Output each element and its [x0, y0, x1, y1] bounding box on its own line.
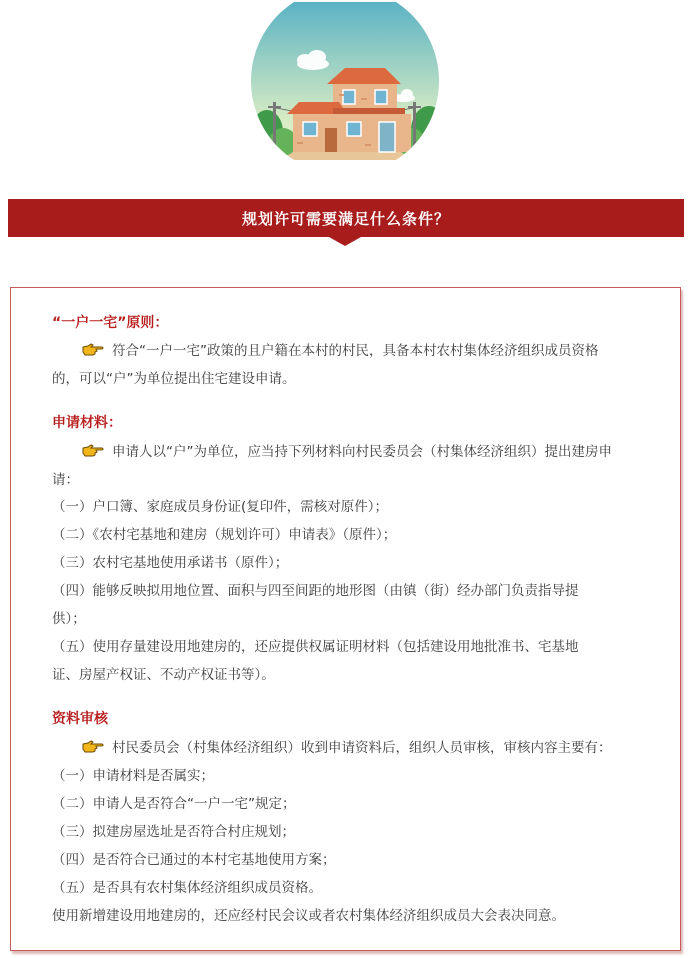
banner-pointer	[329, 237, 361, 246]
section-heading: “一户一宅”原则：	[52, 315, 169, 331]
paragraph-line	[52, 738, 667, 758]
pointing-hand-icon	[82, 740, 104, 754]
paragraph-line: 使用新增建设用地建房的，还应经村民会议或者农村集体经济组织成员大会表决同意。	[52, 908, 565, 924]
paragraph-line: 的，可以“户”为单位提出住宅建设申请。	[52, 371, 296, 387]
list-item: （五）是否具有农村集体经济组织成员资格。	[52, 880, 322, 896]
list-item: 供）；	[52, 611, 86, 627]
banner-title: 规划许可需要满足什么条件？	[241, 210, 450, 228]
list-item: （四）能够反映拟用地位置、面积与四至间距的地形图（由镇（街）经办部门负责指导提	[52, 583, 579, 599]
list-item: 证、房屋产权证、不动产权证书等）。	[52, 667, 275, 683]
section-heading: 申请材料：	[52, 415, 122, 431]
paragraph-line	[52, 341, 667, 361]
section-heading: 资料审核	[52, 711, 108, 727]
list-item: （二）《农村宅基地和建房（规划许可）申请表》（原件）；	[52, 527, 397, 543]
list-item: （二）申请人是否符合“一户一宅”规定；	[52, 796, 296, 812]
house-illustration	[243, 2, 447, 160]
paragraph-text: 村民委员会（村集体经济组织）收到申请资料后，组织人员审核，审核内容主要有：	[112, 740, 612, 756]
paragraph-line	[52, 442, 667, 462]
list-item: （三）农村宅基地使用承诺书（原件）；	[52, 555, 289, 571]
list-item: （四）是否符合已通过的本村宅基地使用方案；	[52, 852, 336, 868]
pointing-hand-icon	[82, 444, 104, 458]
list-item: （三）拟建房屋选址是否符合村庄规划；	[52, 824, 295, 840]
paragraph-line: 请：	[52, 472, 79, 488]
pointing-hand-icon	[82, 343, 104, 357]
list-item: （一）申请材料是否属实；	[52, 768, 214, 784]
paragraph-text: 符合“一户一宅”政策的且户籍在本村的村民，具备本村农村集体经济组织成员资格	[112, 343, 599, 359]
paragraph-text: 申请人以“户”为单位，应当持下列材料向村民委员会（村集体经济组织）提出建房申	[112, 444, 612, 460]
title-banner	[8, 199, 684, 237]
list-item: （五）使用存量建设用地建房的，还应提供权属证明材料（包括建设用地批准书、宅基地	[52, 639, 579, 655]
list-item: （一）户口簿、家庭成员身份证(复印件，需核对原件）；	[52, 499, 389, 515]
